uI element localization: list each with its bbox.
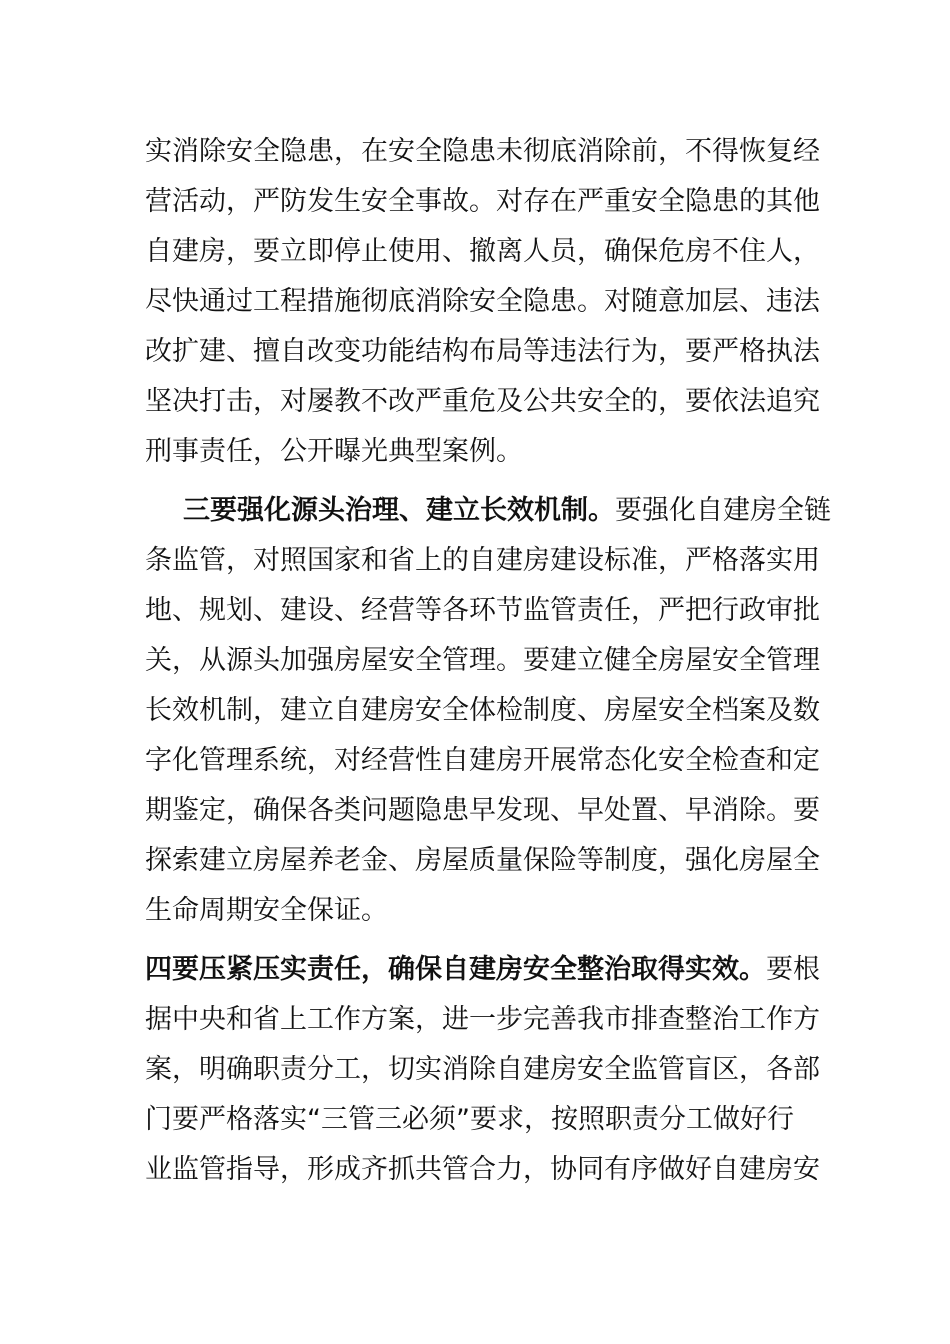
paragraph-line: 探索建立房屋养老金、房屋质量保险等制度，强化房屋全 xyxy=(145,845,820,876)
paragraph-first-line xyxy=(145,945,820,995)
paragraph-line: 地、规划、建设、经营等各环节监管责任，严把行政审批 xyxy=(145,595,820,626)
paragraph-line: 关，从源头加强房屋安全管理。要建立健全房屋安全管理 xyxy=(145,645,820,676)
paragraph-line: 刑事责任，公开曝光典型案例。 xyxy=(145,436,523,467)
paragraph-line: 自建房，要立即停止使用、撤离人员，确保危房不住人， xyxy=(145,236,820,267)
section-heading: 三要强化源头治理、建立长效机制。 xyxy=(183,495,615,526)
paragraph-line: 改扩建、擅自改变功能结构布局等违法行为，要严格执法 xyxy=(145,336,820,367)
paragraph-line: 业监管指导，形成齐抓共管合力，协同有序做好自建房安 xyxy=(145,1154,820,1185)
paragraph-safety-hazards xyxy=(145,127,820,477)
paragraph-responsibility xyxy=(145,945,820,1195)
paragraph-line: 坚决打击，对屡教不改严重危及公共安全的，要依法追究 xyxy=(145,386,820,417)
heading-continuation: 要根 xyxy=(766,954,820,985)
paragraph-line: 长效机制，建立自建房安全体检制度、房屋安全档案及数 xyxy=(145,695,820,726)
paragraph-line: 实消除安全隐患，在安全隐患未彻底消除前，不得恢复经 xyxy=(145,136,820,167)
heading-continuation: 要强化自建房全链 xyxy=(615,495,831,526)
paragraph-line: 生命周期安全保证。 xyxy=(145,895,388,926)
paragraph-line: 门要严格落实“三管三必须”要求，按照职责分工做好行 xyxy=(145,1104,794,1135)
paragraph-line: 案，明确职责分工，切实消除自建房安全监管盲区，各部 xyxy=(145,1054,820,1085)
paragraph-source-governance xyxy=(145,486,831,936)
paragraph-line: 据中央和省上工作方案，进一步完善我市排查整治工作方 xyxy=(145,1004,820,1035)
paragraph-line: 尽快通过工程措施彻底消除安全隐患。对随意加层、违法 xyxy=(145,286,820,317)
paragraph-line: 条监管，对照国家和省上的自建房建设标准，严格落实用 xyxy=(145,545,820,576)
paragraph-line: 字化管理系统，对经营性自建房开展常态化安全检查和定 xyxy=(145,745,820,776)
section-heading: 四要压紧压实责任，确保自建房安全整治取得实效。 xyxy=(145,954,766,985)
paragraph-line: 营活动，严防发生安全事故。对存在严重安全隐患的其他 xyxy=(145,186,820,217)
paragraph-line: 期鉴定，确保各类问题隐患早发现、早处置、早消除。要 xyxy=(145,795,820,826)
paragraph-first-line xyxy=(145,486,831,536)
